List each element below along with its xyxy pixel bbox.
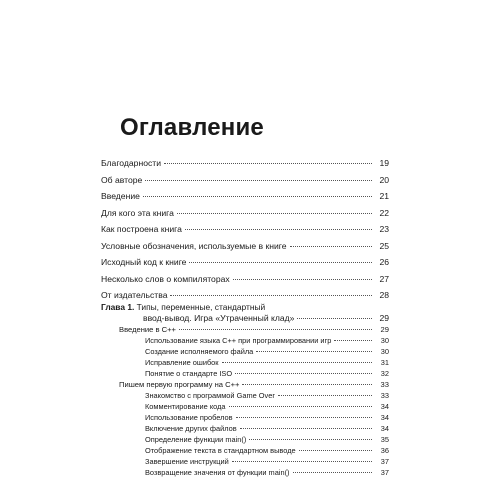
toc-subsection: Использование языка C++ при программировании игр 30 [145,336,389,345]
toc-section: Пишем первую программу на C++ 33 [119,380,389,389]
toc-entry: Благодарности 19 [101,158,389,168]
toc-subsection: Определение функции main() 35 [145,435,389,444]
page-title: Оглавление [120,114,264,141]
chapter-number: Глава 1. [101,302,135,312]
toc-entry: Об авторе 20 [101,175,389,185]
chapter-title-line2-row: ввод-вывод. Игра «Утраченный клад» 29 [143,313,389,323]
toc-entry: Для кого эта книга 22 [101,208,389,218]
toc-entry: Как построена книга 23 [101,224,389,234]
toc-entry: Введение 21 [101,191,389,201]
chapter-title-line2: ввод-вывод. Игра «Утраченный клад» [143,313,295,323]
chapter-heading [101,302,389,312]
toc-subsection: Завершение инструкций 37 [145,457,389,466]
toc-subsection: Включение других файлов 34 [145,424,389,433]
toc-entry: Исходный код к книге 26 [101,257,389,267]
toc-entry: Несколько слов о компиляторах 27 [101,274,389,284]
toc-subsection: Исправление ошибок 31 [145,358,389,367]
toc-subsection: Комментирование кода 34 [145,402,389,411]
toc-section: Введение в C++ 29 [119,325,389,334]
toc-subsection: Создание исполняемого файла 30 [145,347,389,356]
toc-entry: Условные обозначения, используемые в книге 25 [101,241,389,251]
toc-subsection: Использование пробелов 34 [145,413,389,422]
toc-subsection: Знакомство с программой Game Over 33 [145,391,389,400]
toc-subsection: Понятие о стандарте ISO 32 [145,369,389,378]
chapter-title-line1: Типы, переменные, стандартный [136,302,266,312]
toc-subsection: Возвращение значения от функции main() 37 [145,468,389,477]
toc-entry: От издательства 28 [101,290,389,300]
toc-subsection: Отображение текста в стандартном выводе 36 [145,446,389,455]
